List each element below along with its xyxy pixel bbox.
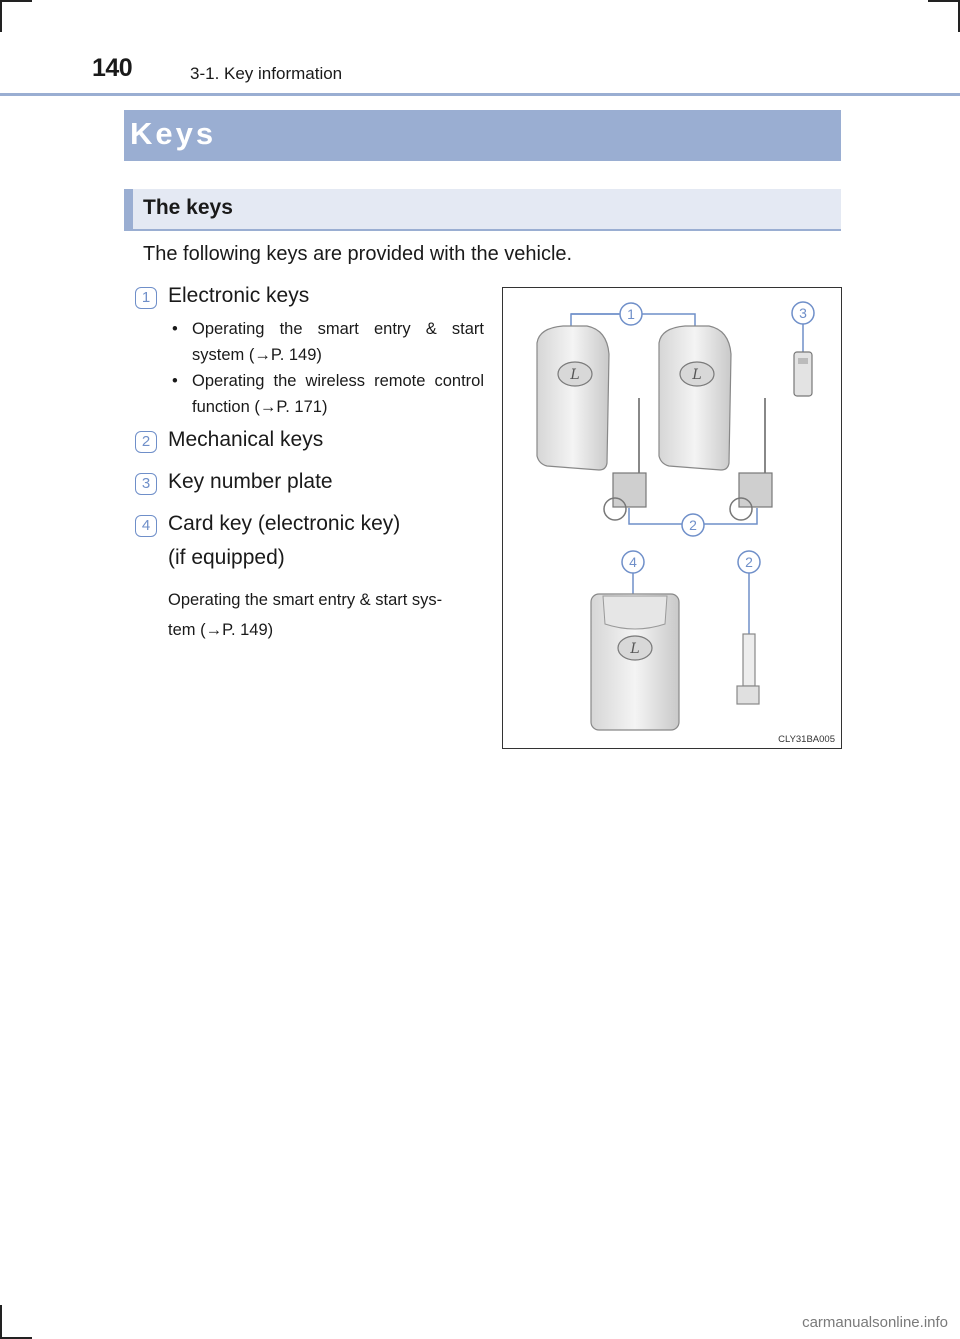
electronic-key-fob-left [537,326,646,520]
bullet-text: Operating the wireless remote control function (→P. 171) [192,372,484,416]
bullet-text: Operating the smart entry & start system (→P. 149) [192,320,484,364]
item-label-mechanical-keys: Mechanical keys [168,428,324,451]
card-key-note-line1: Operating the smart entry & start sys- [168,591,443,609]
card-key-note-line2: tem (→P. 149) [168,621,274,639]
section-title-band [124,110,841,161]
callout-3: 3 [799,305,807,321]
crop-mark-top-left [0,0,32,2]
subsection-title: The keys [143,196,233,219]
svg-text:L: L [692,367,702,383]
crop-mark-bottom-left [0,1305,2,1339]
bullet-item [172,368,484,420]
callout-4: 4 [629,554,637,570]
keys-illustration [502,287,842,749]
bullet-item [172,316,484,368]
item-number-badge: 3 [135,473,157,495]
card-key [591,564,679,730]
crop-mark-top-left [0,0,2,32]
figure-code: CLY31BA005 [778,734,835,745]
key-number-plate [794,324,812,396]
chapter-heading: 3-1. Key information [190,64,343,83]
bullet-symbol: • [172,320,178,338]
item-label-card-key: Card key (electronic key) [168,512,401,535]
svg-text:L: L [630,641,640,657]
item-number-badge: 2 [135,431,157,453]
item-number-badge: 1 [135,287,157,309]
callout-2: 2 [689,517,697,533]
callout-2-card: 2 [745,554,753,570]
watermark: carmanualsonline.info [802,1314,948,1331]
intro-text: The following keys are provided with the vehicle. [143,243,573,265]
subsection-accent-bar [124,189,133,231]
section-title: Keys [130,116,217,151]
header-divider [0,93,960,96]
crop-mark-top-right [928,0,960,2]
bullet-symbol: • [172,372,178,390]
item-label-card-key-qualifier: (if equipped) [168,546,285,569]
callout-1: 1 [627,306,635,322]
item-label-electronic-keys: Electronic keys [168,284,310,307]
keys-illustration-drawing [503,288,843,750]
electronic-key-fob-right [659,326,772,520]
mechanical-key-for-card [737,564,759,704]
item-number-badge: 4 [135,515,157,537]
item-label-key-number-plate: Key number plate [168,470,333,493]
svg-text:L: L [570,367,580,383]
page-number: 140 [92,54,133,82]
